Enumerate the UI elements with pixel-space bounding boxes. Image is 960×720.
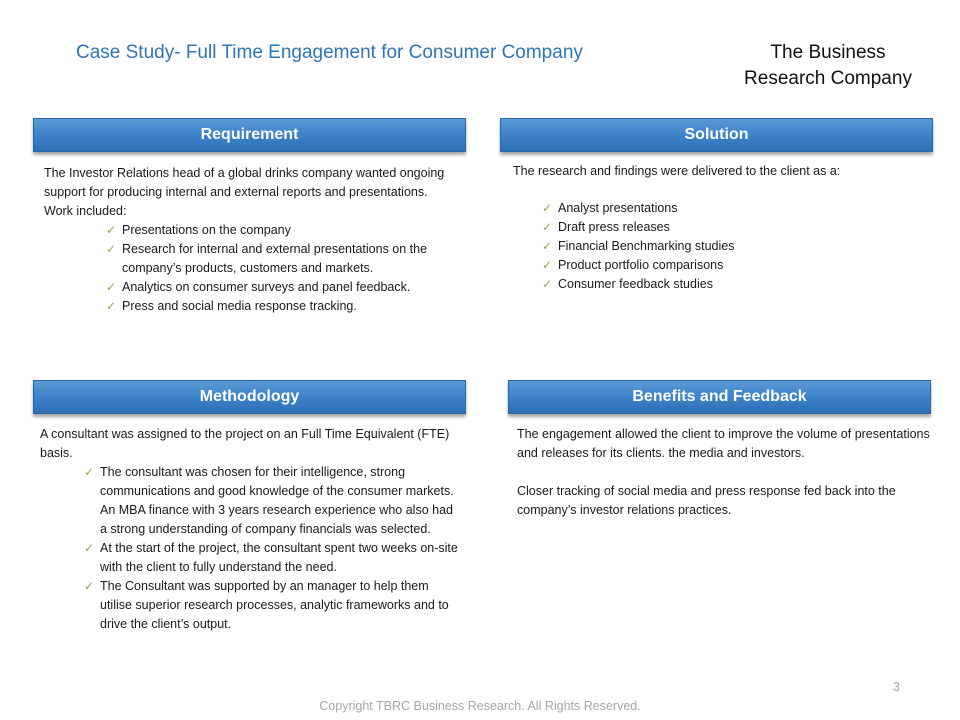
requirement-banner [33,118,466,152]
list-item-text: Financial Benchmarking studies [558,239,735,253]
requirement-intro: The Investor Relations head of a global drinks company wanted ongoing support for producing internal and external reports and presentations. [44,166,445,199]
page-number: 3 [893,680,900,694]
solution-banner [500,118,933,152]
requirement-list [106,221,436,316]
checkmark-icon: ✓ [106,280,117,294]
list-item-text: Analytics on consumer surveys and panel feedback. [122,280,411,294]
requirement-heading: Requirement [200,126,299,143]
benefits-heading: Benefits and Feedback [632,388,807,405]
list-item-text: Press and social media response tracking. [122,299,357,313]
list-item-text: Product portfolio comparisons [558,258,724,272]
methodology-section [40,425,465,634]
methodology-list [84,463,462,634]
solution-list [542,199,902,294]
list-item [542,237,902,256]
list-item [84,539,462,577]
solution-section [513,162,933,294]
checkmark-icon: ✓ [542,277,553,291]
benefits-paragraph-1: The engagement allowed the client to improve the volume of presentations and releases for its clients. the media and investors. [517,427,930,460]
checkmark-icon: ✓ [84,579,95,593]
list-item [542,275,902,294]
page-title: Case Study- Full Time Engagement for Consumer Company [76,42,583,63]
requirement-work-label: Work included: [44,204,127,218]
checkmark-icon: ✓ [84,541,95,555]
list-item [106,297,436,316]
solution-heading: Solution [684,126,749,143]
benefits-banner [508,380,931,414]
list-item-text: Consumer feedback studies [558,277,713,291]
list-item-text: The consultant was chosen for their intelligence, strong communications and good knowledge of the consumer markets. An MBA finance with 3 years research experience who also had a strong understanding of company financials was selected. [100,465,454,536]
company-name-line1: The Business [770,42,886,63]
checkmark-icon: ✓ [106,242,117,256]
list-item-text: The Consultant was supported by an manager to help them utilise superior research processes, analytic frameworks and to drive the client’s output. [100,579,449,631]
list-item [106,221,436,240]
solution-intro: The research and findings were delivered to the client as a: [513,164,841,178]
company-name-line2: Research Company [744,68,912,89]
methodology-banner [33,380,466,414]
methodology-intro: A consultant was assigned to the project on an Full Time Equivalent (FTE) basis. [40,427,450,460]
checkmark-icon: ✓ [84,465,95,479]
list-item-text: Analyst presentations [558,201,678,215]
checkmark-icon: ✓ [106,299,117,313]
checkmark-icon: ✓ [542,258,553,272]
list-item [84,577,462,634]
list-item [84,463,462,539]
list-item [106,278,436,297]
checkmark-icon: ✓ [542,201,553,215]
company-name [730,40,926,92]
list-item [542,256,902,275]
list-item-text: At the start of the project, the consultant spent two weeks on-site with the client to fully understand the need. [100,541,458,574]
checkmark-icon: ✓ [542,220,553,234]
list-item [542,199,902,218]
list-item-text: Research for internal and external presentations on the company’s products, customers and markets. [122,242,428,275]
checkmark-icon: ✓ [106,223,117,237]
list-item-text: Draft press releases [558,220,670,234]
benefits-section [517,425,932,520]
methodology-heading: Methodology [199,388,300,405]
list-item-text: Presentations on the company [122,223,291,237]
copyright-footer: Copyright TBRC Business Research. All Rights Reserved. [319,699,641,713]
list-item [542,218,902,237]
checkmark-icon: ✓ [542,239,553,253]
requirement-section [44,164,464,316]
benefits-paragraph-2: Closer tracking of social media and press response fed back into the company’s investor relations practices. [517,484,896,517]
list-item [106,240,436,278]
